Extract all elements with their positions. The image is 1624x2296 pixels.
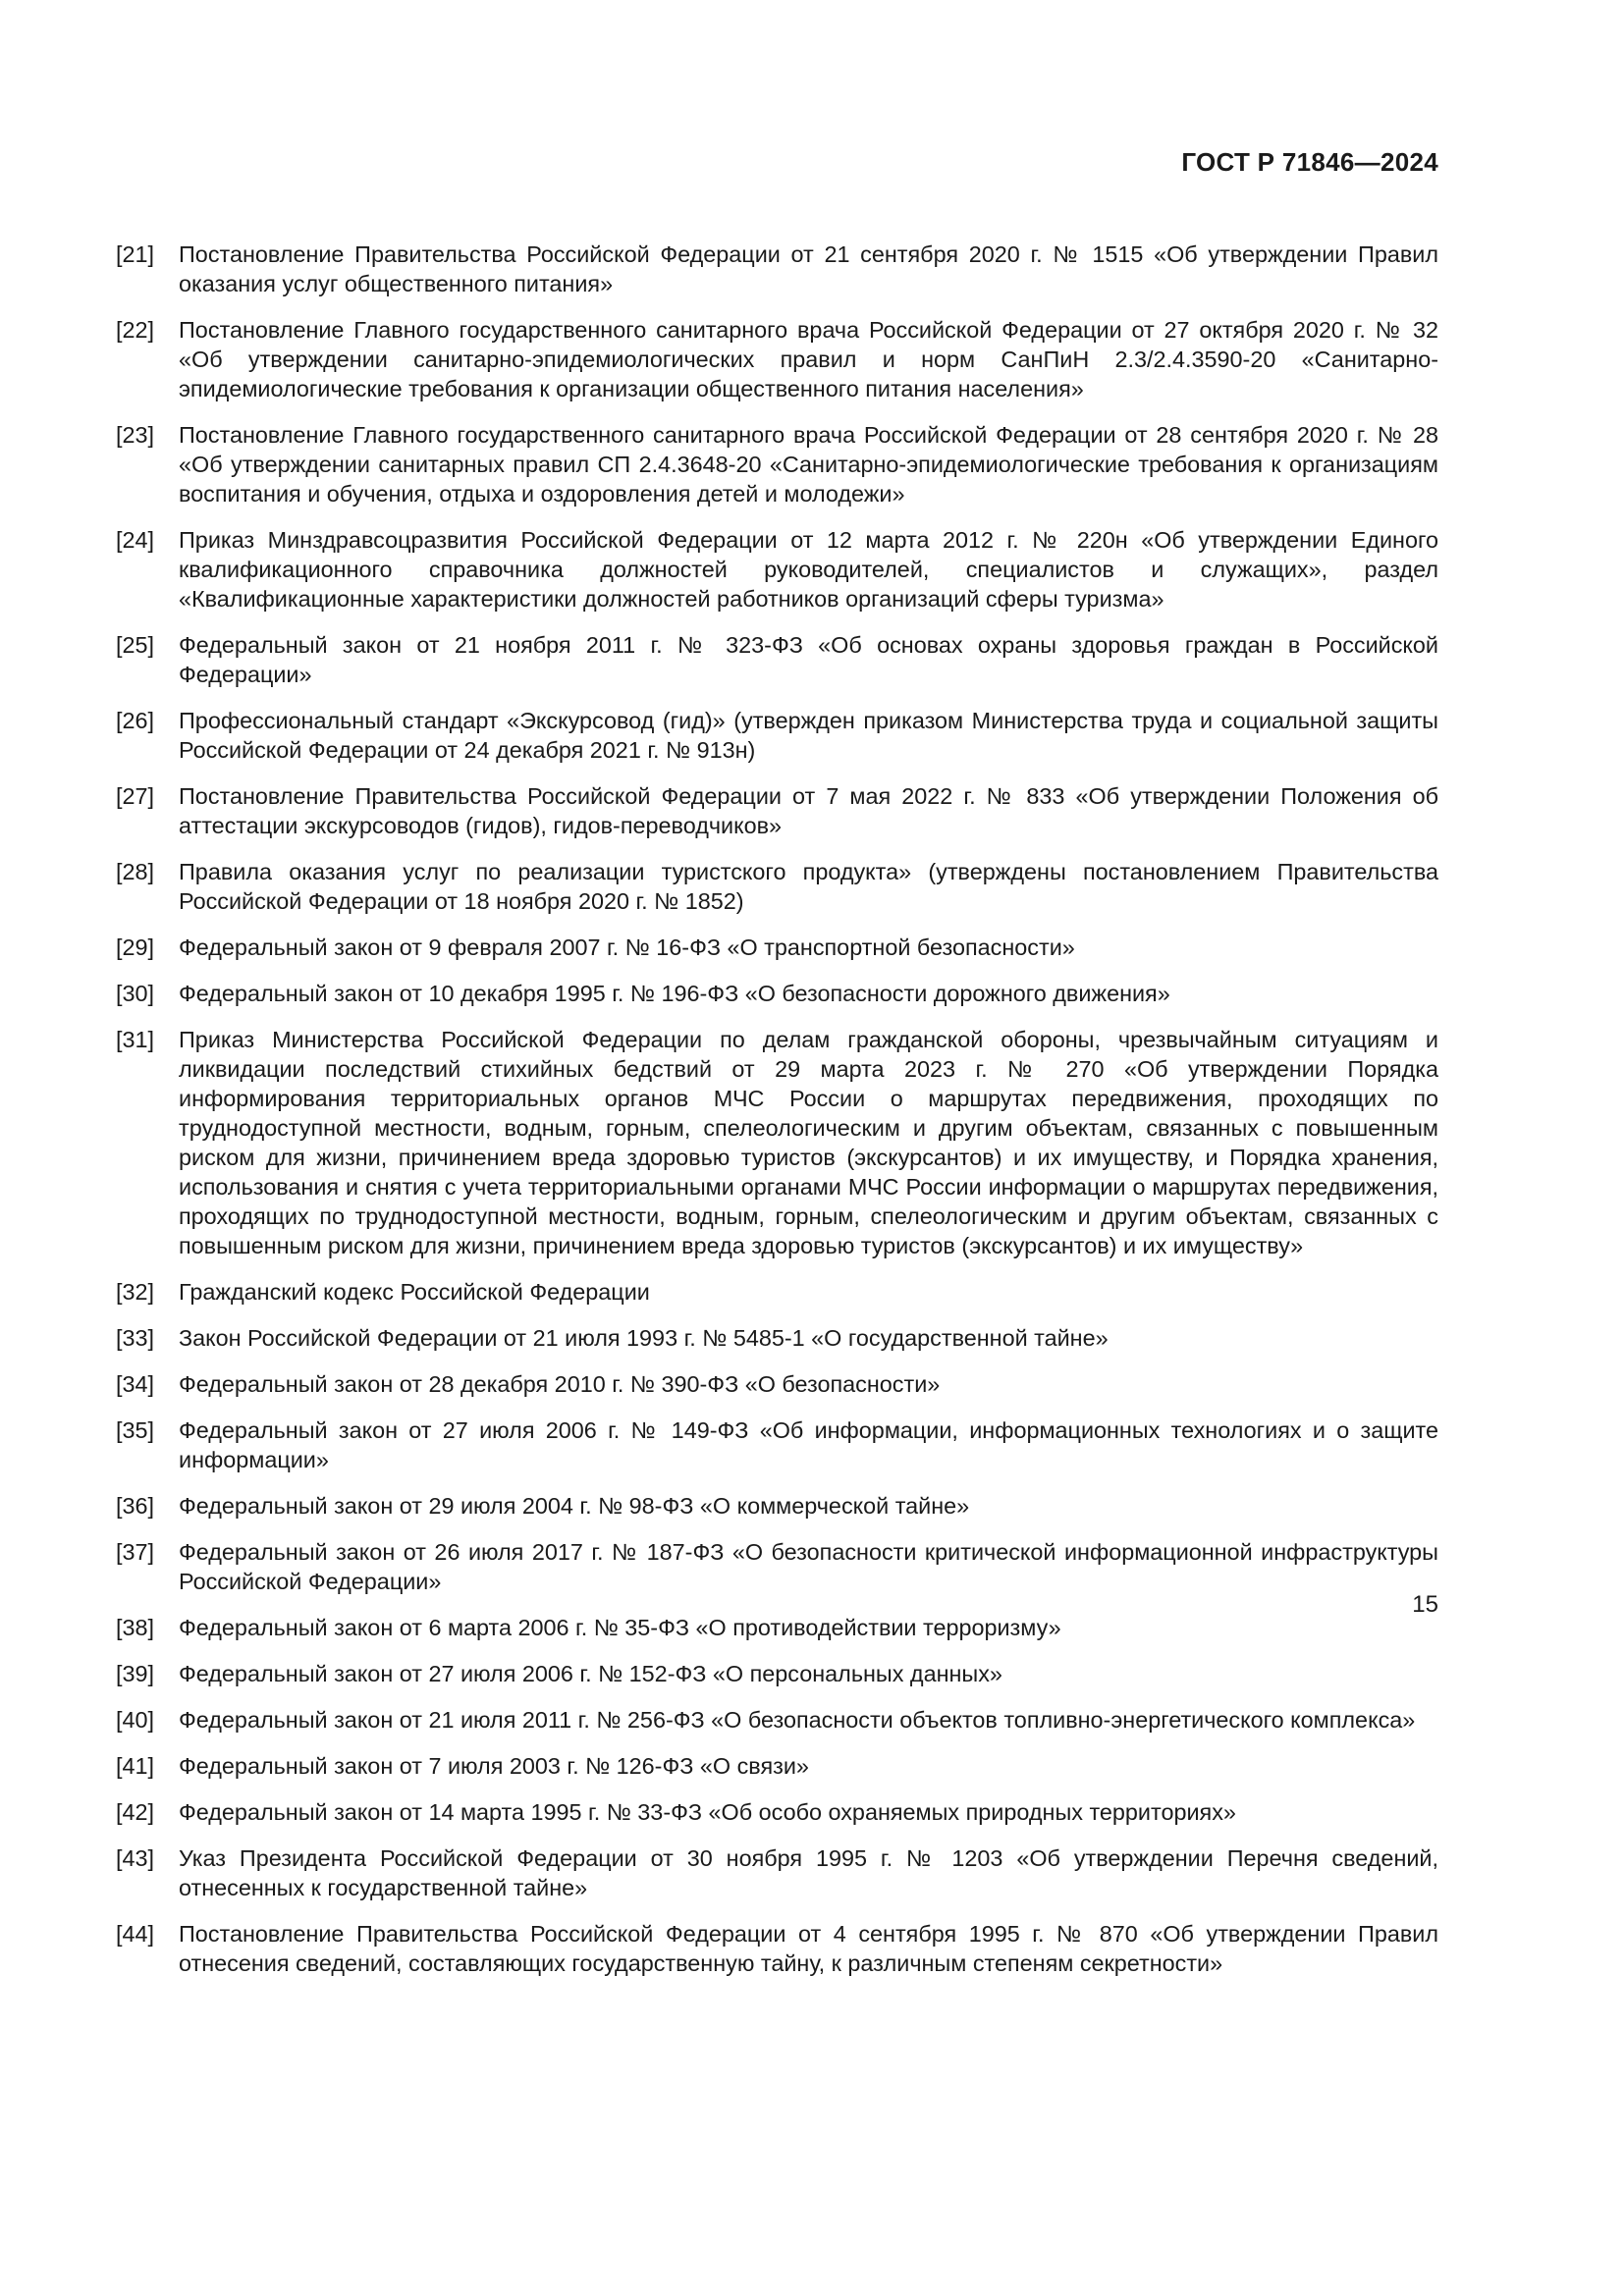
reference-text: Федеральный закон от 29 июля 2004 г. № 98-ФЗ «О коммерческой тайне» xyxy=(179,1493,970,1519)
reference-item xyxy=(116,420,1438,508)
reference-number: [24] xyxy=(116,527,155,553)
reference-item xyxy=(116,979,1438,1008)
reference-number: [37] xyxy=(116,1539,155,1565)
reference-number: [22] xyxy=(116,317,155,343)
reference-text: Приказ Министерства Российской Федерации по делам гражданской обороны, чрезвычайным ситуациям и ликвидации последствий стихийных бедствий от 29 марта 2023 г. № 270 «Об утверждении Порядка информирования территориальных органов МЧС России о маршрутах передвижения, проходящих по труднодоступной местности, водным, горным, спелеологическим и другим объектам, связанных с повышенным риском для жизни, причинением вреда здоровью туристов (экскурсантов) и их имуществу, и Порядка хранения, использования и снятия с учета территориальными органами МЧС России информации о маршрутах передвижения, проходящих по труднодоступной местности, водным, горным, спелеологическим и другим объектам, связанных с повышенным риском для жизни, причинением вреда здоровью туристов (экскурсантов) и их имуществу» xyxy=(179,1027,1438,1258)
reference-text: Федеральный закон от 21 июля 2011 г. № 256-ФЗ «О безопасности объектов топливно-энергетического комплекса» xyxy=(179,1707,1416,1733)
reference-number: [40] xyxy=(116,1707,155,1733)
reference-number: [31] xyxy=(116,1027,155,1052)
document-code-header: ГОСТ Р 71846—2024 xyxy=(1181,147,1438,177)
reference-number: [27] xyxy=(116,783,155,809)
reference-item xyxy=(116,1025,1438,1260)
reference-number: [32] xyxy=(116,1279,155,1305)
reference-item xyxy=(116,706,1438,765)
reference-text: Постановление Правительства Российской Федерации от 21 сентября 2020 г. № 1515 «Об утверждении Правил оказания услуг общественного питания» xyxy=(179,241,1438,296)
reference-item xyxy=(116,1369,1438,1399)
reference-item xyxy=(116,1613,1438,1642)
reference-text: Закон Российской Федерации от 21 июля 1993 г. № 5485-1 «О государственной тайне» xyxy=(179,1325,1109,1351)
reference-item xyxy=(116,1659,1438,1688)
reference-item xyxy=(116,1843,1438,1902)
reference-item xyxy=(116,933,1438,962)
reference-number: [38] xyxy=(116,1615,155,1640)
reference-item xyxy=(116,1919,1438,1978)
reference-item xyxy=(116,1797,1438,1827)
reference-text: Федеральный закон от 26 июля 2017 г. № 187-ФЗ «О безопасности критической информационной инфраструктуры Российской Федерации» xyxy=(179,1539,1438,1594)
page-number: 15 xyxy=(1412,1591,1438,1618)
reference-item xyxy=(116,525,1438,614)
reference-item xyxy=(116,1705,1438,1735)
reference-number: [41] xyxy=(116,1753,155,1779)
reference-text: Гражданский кодекс Российской Федерации xyxy=(179,1279,650,1305)
reference-item xyxy=(116,630,1438,689)
reference-text: Федеральный закон от 6 марта 2006 г. № 35-ФЗ «О противодействии терроризму» xyxy=(179,1615,1061,1640)
reference-number: [29] xyxy=(116,934,155,960)
reference-text: Постановление Главного государственного санитарного врача Российской Федерации от 27 октября 2020 г. № 32 «Об утверждении санитарно-эпидемиологических правил и норм СанПиН 2.3/2.4.3590-20 «Санитарно-эпидемиологические требования к организации общественного питания населения» xyxy=(179,317,1438,401)
reference-number: [42] xyxy=(116,1799,155,1825)
reference-number: [28] xyxy=(116,859,155,884)
reference-item xyxy=(116,1751,1438,1781)
reference-number: [30] xyxy=(116,981,155,1006)
reference-item xyxy=(116,315,1438,403)
reference-text: Правила оказания услуг по реализации туристского продукта» (утверждены постановлением Правительства Российской Федерации от 18 ноября 2020 г. № 1852) xyxy=(179,859,1438,914)
reference-text: Федеральный закон от 7 июля 2003 г. № 126-ФЗ «О связи» xyxy=(179,1753,809,1779)
reference-item xyxy=(116,1277,1438,1307)
reference-text: Постановление Главного государственного санитарного врача Российской Федерации от 28 сентября 2020 г. № 28 «Об утверждении санитарных правил СП 2.4.3648-20 «Санитарно-эпидемиологические требования к организациям воспитания и обучения, отдыха и оздоровления детей и молодежи» xyxy=(179,422,1438,507)
reference-text: Постановление Правительства Российской Федерации от 4 сентября 1995 г. № 870 «Об утверждении Правил отнесения сведений, составляющих государственную тайну, к различным степеням секретности» xyxy=(179,1921,1438,1976)
reference-text: Постановление Правительства Российской Федерации от 7 мая 2022 г. № 833 «Об утверждении Положения об аттестации экскурсоводов (гидов), гидов-переводчиков» xyxy=(179,783,1438,838)
reference-number: [39] xyxy=(116,1661,155,1686)
reference-number: [25] xyxy=(116,632,155,658)
reference-text: Профессиональный стандарт «Экскурсовод (гид)» (утвержден приказом Министерства труда и социальной защиты Российской Федерации от 24 декабря 2021 г. № 913н) xyxy=(179,708,1438,763)
reference-item xyxy=(116,857,1438,916)
reference-item xyxy=(116,1491,1438,1521)
reference-number: [21] xyxy=(116,241,155,267)
reference-number: [43] xyxy=(116,1845,155,1871)
reference-text: Федеральный закон от 27 июля 2006 г. № 149-ФЗ «Об информации, информационных технологиях и о защите информации» xyxy=(179,1417,1438,1472)
reference-number: [34] xyxy=(116,1371,155,1397)
bibliography-list xyxy=(116,240,1438,1995)
reference-number: [44] xyxy=(116,1921,155,1947)
reference-text: Федеральный закон от 14 марта 1995 г. № 33-ФЗ «Об особо охраняемых природных территориях» xyxy=(179,1799,1236,1825)
reference-item xyxy=(116,1323,1438,1353)
reference-item xyxy=(116,781,1438,840)
reference-text: Федеральный закон от 28 декабря 2010 г. № 390-ФЗ «О безопасности» xyxy=(179,1371,941,1397)
reference-item xyxy=(116,1537,1438,1596)
reference-number: [33] xyxy=(116,1325,155,1351)
reference-number: [35] xyxy=(116,1417,155,1443)
reference-text: Приказ Минздравсоцразвития Российской Федерации от 12 марта 2012 г. № 220н «Об утверждении Единого квалификационного справочника должностей руководителей, специалистов и служащих», раздел «Квалификационные характеристики должностей работников организаций сферы туризма» xyxy=(179,527,1438,612)
reference-item xyxy=(116,240,1438,298)
reference-number: [36] xyxy=(116,1493,155,1519)
reference-text: Указ Президента Российской Федерации от 30 ноября 1995 г. № 1203 «Об утверждении Перечня сведений, отнесенных к государственной тайне» xyxy=(179,1845,1438,1900)
reference-number: [26] xyxy=(116,708,155,733)
reference-text: Федеральный закон от 27 июля 2006 г. № 152-ФЗ «О персональных данных» xyxy=(179,1661,1002,1686)
reference-number: [23] xyxy=(116,422,155,448)
reference-item xyxy=(116,1415,1438,1474)
reference-text: Федеральный закон от 9 февраля 2007 г. № 16-ФЗ «О транспортной безопасности» xyxy=(179,934,1075,960)
reference-text: Федеральный закон от 21 ноября 2011 г. № 323-ФЗ «Об основах охраны здоровья граждан в Российской Федерации» xyxy=(179,632,1438,687)
reference-text: Федеральный закон от 10 декабря 1995 г. № 196-ФЗ «О безопасности дорожного движения» xyxy=(179,981,1170,1006)
